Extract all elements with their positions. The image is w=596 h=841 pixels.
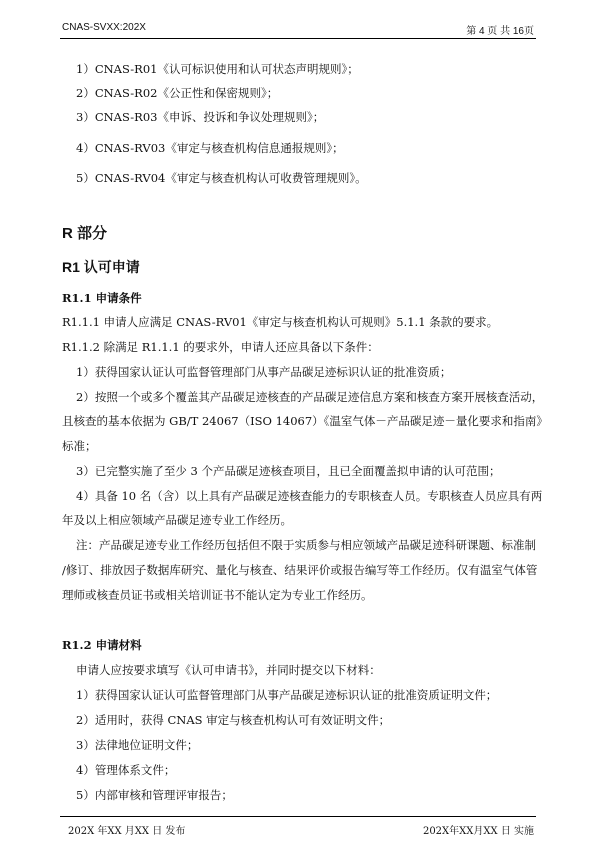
material-item-5: 5）内部审核和管理评审报告；: [76, 788, 233, 802]
ref-item-4: 4）CNAS-RV03《审定与核查机构信息通报规则》；: [76, 141, 344, 155]
material-item-3: 3）法律地位证明文件；: [76, 738, 199, 752]
condition-1: 1）获得国家认证认可监督管理部门从事产品碳足迹标识认证的批准资质；: [76, 365, 452, 379]
condition-3: 3）已完整实施了至少 3 个产品碳足迹核查项目，且已全面覆盖拟申请的认可范围；: [76, 464, 501, 478]
ref-item-1: 1）CNAS-R01《认可标识使用和认可状态声明规则》；: [76, 62, 359, 76]
material-item-4: 4）管理体系文件；: [76, 763, 176, 777]
condition-4-line-1: 4）具备 10 名（含）以上具有产品碳足迹核查能力的专职核查人员。专职核查人员应具有两: [76, 489, 543, 503]
condition-2-line-2: 且核查的基本依据为 GB/T 24067（ISO 14067）《温室气体－产品碳足迹－量化要求和指南》: [62, 414, 548, 428]
clause-r1-1-2: R1.1.2 除满足 R1.1.1 的要求外，申请人还应具备以下条件：: [62, 340, 379, 354]
ref-item-2: 2）CNAS-R02《公正性和保密规则》；: [76, 86, 279, 100]
clause-r1-1-1: R1.1.1 申请人应满足 CNAS-RV01《审定与核查机构认可规则》5.1.1 条款的要求。: [62, 315, 499, 329]
condition-2-line-3: 标准；: [62, 439, 97, 453]
note-line-2: /修订、排放因子数据库研究、量化与核查、结果评价或报告编写等工作经历。仅有温室气体管: [62, 563, 538, 577]
footer-rule: [60, 816, 536, 817]
section-heading-r1: R1 认可申请: [62, 259, 140, 275]
footer-effective-date: 202X年XX月XX 日 实施: [422, 826, 534, 837]
subsection-heading-r1-1: R1.1 申请条件: [62, 291, 142, 305]
subsection-heading-r1-2: R1.2 申请材料: [62, 638, 142, 652]
note-line-1: 注：产品碳足迹专业工作经历包括但不限于实质参与相应领域产品碳足迹科研课题、标准制: [76, 538, 536, 552]
note-line-3: 理师或核查员证书或相关培训证书不能认定为专业工作经历。: [62, 588, 373, 602]
material-item-1: 1）获得国家认证认可监督管理部门从事产品碳足迹标识认证的批准资质证明文件；: [76, 688, 498, 702]
ref-item-5: 5）CNAS-RV04《审定与核查机构认可收费管理规则》。: [76, 171, 367, 185]
header-page-number: 第 4 页 共 16页: [466, 26, 534, 37]
condition-4-line-2: 年及以上相应领域产品碳足迹专业工作经历。: [62, 513, 292, 527]
condition-2-line-1: 2）按照一个或多个覆盖其产品碳足迹核查的产品碳足迹信息方案和核查方案开展核查活动，: [76, 390, 544, 404]
materials-intro: 申请人应按要求填写《认可申请书》，并同时提交以下材料：: [76, 663, 381, 677]
ref-item-3: 3）CNAS-R03《申诉、投诉和争议处理规则》；: [76, 110, 325, 124]
header-rule: [60, 38, 536, 39]
header-doc-code: CNAS-SVXX:202X: [62, 22, 146, 33]
part-heading: R 部分: [62, 225, 108, 242]
material-item-2: 2）适用时，获得 CNAS 审定与核查机构认可有效证明文件；: [76, 713, 391, 727]
footer-publish-date: 202X 年XX 月XX 日 发布: [68, 826, 186, 837]
